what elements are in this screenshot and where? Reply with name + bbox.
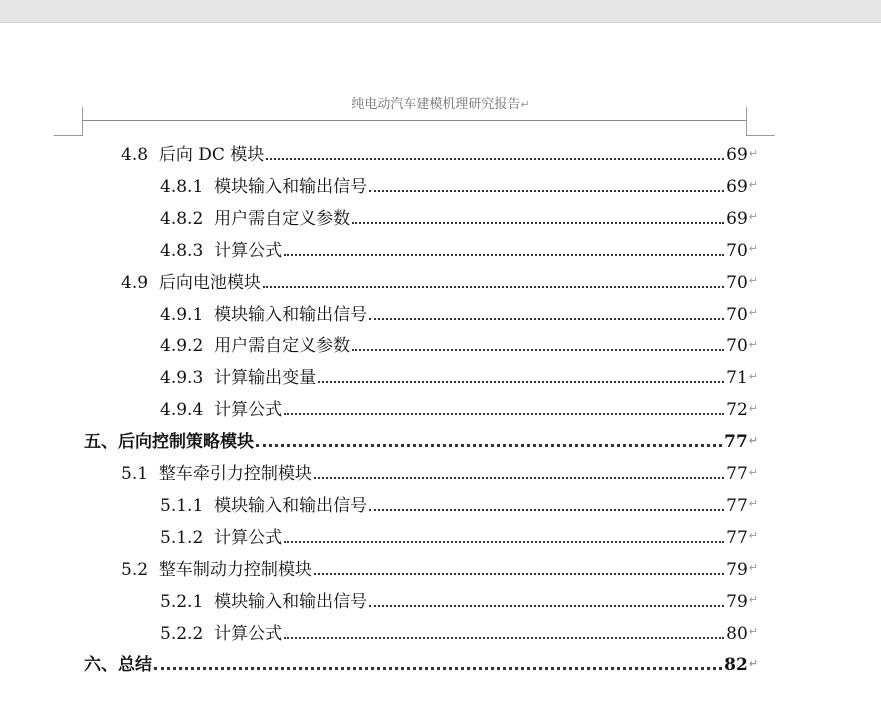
paragraph-mark-icon: ↵ xyxy=(748,465,758,479)
toc-leader-dots xyxy=(314,463,724,479)
toc-page-number: 79 xyxy=(726,591,748,612)
toc-entry[interactable] xyxy=(84,651,758,675)
toc-entry-title: 总结 xyxy=(118,655,152,676)
toc-entry-label xyxy=(160,587,367,612)
toc-entry-title: 整车牵引力控制模块 xyxy=(158,464,312,484)
toc-leader-dots xyxy=(318,367,724,383)
toc-entry-label xyxy=(160,619,282,644)
toc-entry[interactable] xyxy=(160,332,758,356)
toc-leader-dots xyxy=(352,335,724,351)
toc-page-number: 70 xyxy=(726,304,748,325)
toc-entry-label xyxy=(160,363,316,388)
toc-entry[interactable] xyxy=(160,301,758,325)
paragraph-mark-icon: ↵ xyxy=(748,146,758,160)
toc-page-number: 69 xyxy=(726,176,748,197)
toc-page-number: 80 xyxy=(726,623,748,644)
toc-entry-label xyxy=(160,395,282,420)
paragraph-mark-icon: ↵ xyxy=(748,593,758,607)
toc-entry[interactable] xyxy=(84,428,758,452)
toc-page-number: 77 xyxy=(726,495,748,516)
paragraph-mark-icon: ↵ xyxy=(748,210,758,224)
toc-entry-label xyxy=(160,300,367,325)
toc-entry-number: 4.8.1 xyxy=(160,176,204,197)
toc-leader-dots xyxy=(352,208,724,224)
toc-leader-dots xyxy=(369,176,724,192)
toc-entry-number: 4.9.2 xyxy=(160,336,204,357)
toc-entry-title: 计算输出变量 xyxy=(214,368,317,389)
toc-entry-title: 后向控制策略模块 xyxy=(118,432,254,453)
toc-entry-title: 用户需自定义参数 xyxy=(214,208,351,229)
toc-leader-dots xyxy=(154,653,722,670)
toc-entry[interactable] xyxy=(160,396,758,420)
toc-page-number: 72 xyxy=(726,400,748,421)
toc-entry-number: 5.1.2 xyxy=(160,527,204,548)
toc-leader-dots xyxy=(369,495,724,511)
toc-entry-number: 4.8 xyxy=(121,145,149,165)
paragraph-mark-icon: ↵ xyxy=(748,529,758,543)
toc-page-number: 70 xyxy=(726,272,748,293)
toc-entry-title: 模块输入和输出信号 xyxy=(214,495,368,516)
toc-entry-number: 5.1.1 xyxy=(160,495,204,516)
toc-entry-number: 五、 xyxy=(84,432,118,453)
toc-leader-dots xyxy=(369,591,724,607)
toc-entry-label xyxy=(121,459,312,484)
paragraph-mark-icon: ↵ xyxy=(748,433,758,447)
paragraph-mark-icon: ↵ xyxy=(748,625,758,638)
toc-leader-dots xyxy=(284,527,724,543)
toc-entry[interactable] xyxy=(160,620,758,644)
toc-entry[interactable] xyxy=(121,556,758,580)
toc-entry-title: 模块输入和输出信号 xyxy=(214,591,368,612)
toc-entry[interactable] xyxy=(160,237,758,261)
toc-entry-title: 整车制动力控制模块 xyxy=(158,559,312,580)
toc-page-number: 77 xyxy=(726,464,748,484)
toc-entry[interactable] xyxy=(121,460,758,484)
toc-entry-label xyxy=(160,236,282,261)
paragraph-mark-icon: ↵ xyxy=(748,369,758,383)
toc-entry-number: 4.9.3 xyxy=(160,368,204,389)
paragraph-mark-icon: ↵ xyxy=(748,242,758,256)
toc-entry-number: 4.9.1 xyxy=(160,304,204,325)
paragraph-mark-icon: ↵ xyxy=(748,178,758,192)
toc-entry-number: 4.8.3 xyxy=(160,240,204,261)
toc-entry-label xyxy=(160,523,282,548)
toc-page-number: 82 xyxy=(724,655,748,676)
toc-entry[interactable] xyxy=(160,524,758,548)
toc-page-number: 69 xyxy=(726,208,748,229)
paragraph-mark-icon: ↵ xyxy=(748,561,758,575)
crop-mark-top-right xyxy=(746,107,775,136)
toc-entry-number: 4.9.4 xyxy=(160,400,204,421)
toc-entry-title: 用户需自定义参数 xyxy=(214,336,351,357)
toc-entry-title: 模块输入和输出信号 xyxy=(214,304,368,325)
toc-entry-number: 5.2.2 xyxy=(160,623,204,644)
toc-entry-label xyxy=(121,555,312,580)
toc-entry-title: 后向电池模块 xyxy=(158,272,261,293)
toc-leader-dots xyxy=(256,430,722,447)
toc-leader-dots xyxy=(314,559,724,575)
toc-leader-dots xyxy=(263,272,724,288)
toc-entry[interactable] xyxy=(160,492,758,516)
toc-entry-number: 4.9 xyxy=(121,272,149,293)
paragraph-mark-icon: ↵ xyxy=(748,306,758,319)
toc-entry-label xyxy=(84,650,152,675)
toc-page-number: 70 xyxy=(726,240,748,261)
toc-entry-title: 计算公式 xyxy=(214,527,283,548)
toc-entry-label xyxy=(121,268,261,293)
paragraph-mark-icon: ↵ xyxy=(748,337,758,351)
toc-entry-title: 计算公式 xyxy=(214,400,283,421)
crop-mark-top-left xyxy=(54,107,83,136)
toc-entry-number: 5.1 xyxy=(121,464,149,484)
toc-entry-label xyxy=(160,172,367,197)
toc-entry[interactable] xyxy=(160,205,758,229)
toc-entry-title: 计算公式 xyxy=(214,240,283,261)
toc-entry-label xyxy=(160,491,367,516)
toc-entry[interactable] xyxy=(121,141,758,165)
toc-entry-number: 六、 xyxy=(84,655,118,676)
toc-page-number: 77 xyxy=(724,432,748,453)
toc-page-number: 77 xyxy=(726,527,748,548)
paragraph-mark-icon: ↵ xyxy=(748,274,758,288)
toc-leader-dots xyxy=(284,240,724,256)
toc-page-number: 69 xyxy=(726,145,748,165)
toc-page-number: 79 xyxy=(726,559,748,580)
toc-entry-number: 4.8.2 xyxy=(160,208,204,229)
toc-leader-dots xyxy=(369,304,724,320)
paragraph-mark-icon: ↵ xyxy=(748,401,758,415)
toc-entry-label xyxy=(121,140,264,165)
toc-leader-dots xyxy=(284,623,724,639)
toc-page-number: 71 xyxy=(726,368,748,389)
toc-entry-title: 后向 DC 模块 xyxy=(158,145,265,165)
toc-entry[interactable] xyxy=(160,364,758,388)
paragraph-mark-icon: ↵ xyxy=(520,98,530,111)
toc-entry-label xyxy=(84,427,254,452)
toc-entry-title: 模块输入和输出信号 xyxy=(214,176,368,197)
paragraph-mark-icon: ↵ xyxy=(748,656,758,670)
toc-entry[interactable] xyxy=(160,588,758,612)
toc-entry[interactable] xyxy=(121,269,758,293)
document-page xyxy=(0,23,881,711)
toc-entry-label xyxy=(160,331,350,356)
toc-entry[interactable] xyxy=(160,173,758,197)
window-top-bar xyxy=(0,0,881,23)
toc-leader-dots xyxy=(266,144,724,160)
toc-entry-number: 5.2.1 xyxy=(160,591,204,612)
header-title: 纯电动汽车建模机理研究报告 xyxy=(351,97,521,112)
toc-page-number: 70 xyxy=(726,336,748,357)
toc-entry-title: 计算公式 xyxy=(214,623,283,644)
toc-entry-label xyxy=(160,204,350,229)
toc-entry-number: 5.2 xyxy=(121,559,149,580)
toc-leader-dots xyxy=(284,399,724,415)
paragraph-mark-icon: ↵ xyxy=(748,497,758,511)
header-divider xyxy=(82,120,746,121)
